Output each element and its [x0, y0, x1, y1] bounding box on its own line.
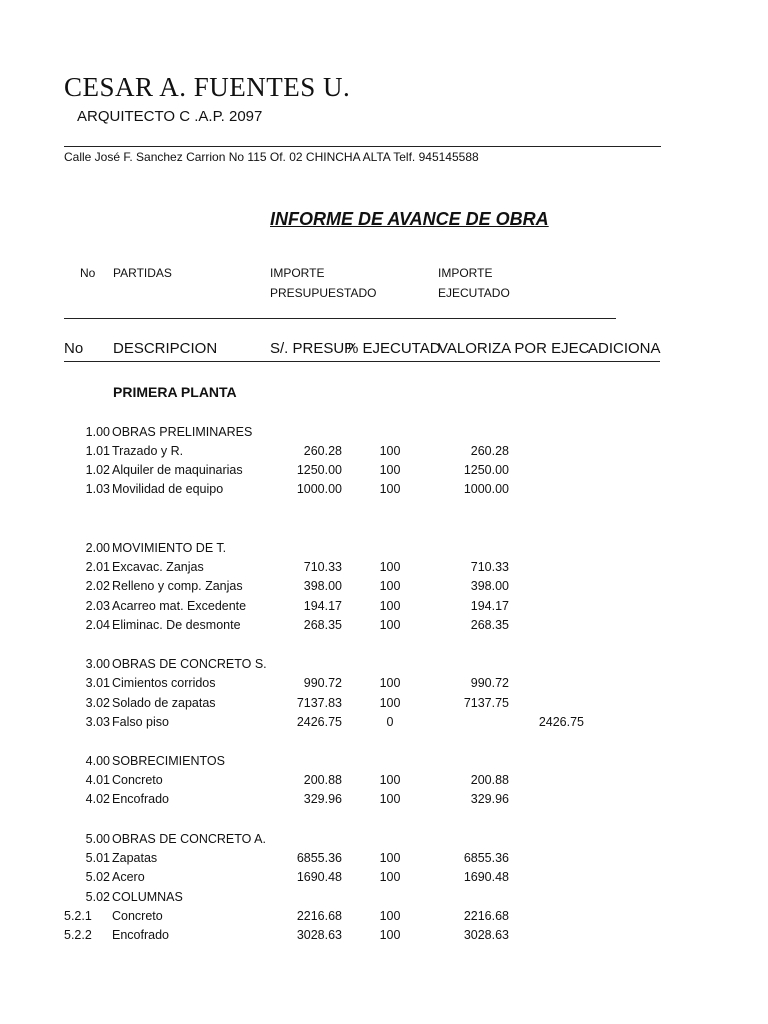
item-budget: 1000.00: [296, 482, 342, 496]
table-row: [0, 657, 768, 676]
item-number: 2.02: [85, 579, 110, 593]
architect-title: ARQUITECTO C .A.P. 2097: [77, 108, 263, 125]
item-budget: 2426.75: [296, 715, 342, 729]
item-number: 3.03: [85, 715, 110, 729]
item-budget: 6855.36: [296, 851, 342, 865]
item-valorized: 7137.75: [463, 696, 509, 710]
item-budget: 3028.63: [296, 928, 342, 942]
table-row: [0, 579, 768, 598]
item-description: Encofrado: [112, 928, 169, 942]
item-description: Encofrado: [112, 792, 169, 806]
item-description: Zapatas: [112, 851, 158, 865]
item-budget: 1250.00: [296, 463, 342, 477]
item-budget: 200.88: [303, 773, 342, 787]
item-percent-executed: 100: [379, 676, 401, 690]
item-budget: 398.00: [303, 579, 342, 593]
header-ejecutado-label: EJECUTADO: [438, 286, 510, 300]
table-row: [0, 425, 768, 444]
item-percent-executed: 100: [379, 463, 401, 477]
item-number: 5.2.1: [64, 909, 92, 923]
item-number: 3.00: [85, 657, 110, 671]
item-percent-executed: 100: [379, 909, 401, 923]
table-row: [0, 676, 768, 695]
item-valorized: 710.33: [470, 560, 509, 574]
column-header-underline: [64, 361, 660, 362]
item-number: 5.01: [85, 851, 110, 865]
table-row: [0, 754, 768, 773]
item-percent-executed: 100: [379, 482, 401, 496]
item-percent-executed: 100: [379, 579, 401, 593]
item-percent-executed: 100: [379, 792, 401, 806]
table-row: [0, 851, 768, 870]
item-valorized: 260.28: [470, 444, 509, 458]
item-percent-executed: 100: [379, 851, 401, 865]
item-number: 2.00: [85, 541, 110, 555]
item-valorized: 398.00: [470, 579, 509, 593]
item-percent-executed: 100: [379, 560, 401, 574]
table-row: [0, 599, 768, 618]
header-presupuestado-label: PRESUPUESTADO: [270, 286, 377, 300]
item-description: Relleno y comp. Zanjas: [112, 579, 243, 593]
item-valorized: 329.96: [470, 792, 509, 806]
table-row: [0, 832, 768, 851]
table-row: [0, 792, 768, 811]
item-number: 3.01: [85, 676, 110, 690]
item-number: 1.01: [85, 444, 110, 458]
table-row: [0, 870, 768, 889]
item-number: 2.04: [85, 618, 110, 632]
header-importe-label: IMPORTE: [438, 266, 493, 280]
item-number: 5.02: [85, 890, 110, 904]
architect-address: Calle José F. Sanchez Carrion No 115 Of. 02 CHINCHA ALTA Telf. 945145588: [64, 150, 479, 164]
table-row: [0, 890, 768, 909]
item-percent-executed: 100: [379, 599, 401, 613]
item-number: 3.02: [85, 696, 110, 710]
item-percent-executed: 0: [386, 715, 394, 729]
table-row: [0, 715, 768, 734]
table-row: [0, 444, 768, 463]
table-row: [0, 618, 768, 637]
item-percent-executed: 100: [379, 928, 401, 942]
report-title: INFORME DE AVANCE DE OBRA: [270, 209, 549, 229]
item-number: 4.02: [85, 792, 110, 806]
item-description: MOVIMIENTO DE T.: [112, 541, 227, 555]
item-budget: 260.28: [303, 444, 342, 458]
item-valorized: 2216.68: [463, 909, 509, 923]
item-number: 5.02: [85, 870, 110, 884]
architect-name: CESAR A. FUENTES U.: [64, 72, 351, 102]
item-number: 1.03: [85, 482, 110, 496]
table-row: [0, 482, 768, 501]
item-description: OBRAS DE CONCRETO S.: [112, 657, 267, 671]
item-description: Solado de zapatas: [112, 696, 216, 710]
item-description: COLUMNAS: [112, 890, 183, 904]
letterhead-divider: [64, 146, 661, 147]
item-additional: 2426.75: [538, 715, 584, 729]
item-description: SOBRECIMIENTOS: [112, 754, 225, 768]
item-description: Concreto: [112, 773, 163, 787]
item-number: 5.00: [85, 832, 110, 846]
item-valorized: 200.88: [470, 773, 509, 787]
item-number: 4.00: [85, 754, 110, 768]
column-descripcion: DESCRIPCION: [113, 340, 218, 357]
header-no: No: [80, 266, 96, 280]
item-number: 5.2.2: [64, 928, 92, 942]
item-valorized: 268.35: [470, 618, 509, 632]
item-budget: 710.33: [303, 560, 342, 574]
section-heading: PRIMERA PLANTA: [113, 384, 237, 400]
item-description: Acarreo mat. Excedente: [112, 599, 247, 613]
item-budget: 7137.83: [296, 696, 342, 710]
item-description: Excavac. Zanjas: [112, 560, 204, 574]
item-valorized: 1250.00: [463, 463, 509, 477]
item-budget: 2216.68: [296, 909, 342, 923]
item-percent-executed: 100: [379, 773, 401, 787]
item-valorized: 3028.63: [463, 928, 509, 942]
item-number: 1.00: [85, 425, 110, 439]
header-importe-label: IMPORTE: [270, 266, 325, 280]
item-percent-executed: 100: [379, 618, 401, 632]
item-percent-executed: 100: [379, 444, 401, 458]
item-budget: 268.35: [303, 618, 342, 632]
item-description: Movilidad de equipo: [112, 482, 224, 496]
item-valorized: 1000.00: [463, 482, 509, 496]
item-description: Cimientos corridos: [112, 676, 216, 690]
item-valorized: 990.72: [470, 676, 509, 690]
item-description: Eliminac. De desmonte: [112, 618, 241, 632]
table-row: [0, 696, 768, 715]
table-row: [0, 909, 768, 928]
header-importe-ejecutado: [438, 263, 510, 303]
item-number: 4.01: [85, 773, 110, 787]
header-partidas: PARTIDAS: [113, 266, 172, 280]
item-percent-executed: 100: [379, 870, 401, 884]
item-valorized: 194.17: [470, 599, 509, 613]
table-row: [0, 463, 768, 482]
item-budget: 1690.48: [296, 870, 342, 884]
column-porcentaje: % EJECUTAD: [345, 340, 441, 357]
item-percent-executed: 100: [379, 696, 401, 710]
item-description: Trazado y R.: [112, 444, 184, 458]
item-number: 1.02: [85, 463, 110, 477]
item-number: 2.01: [85, 560, 110, 574]
item-description: Concreto: [112, 909, 163, 923]
item-description: Falso piso: [112, 715, 169, 729]
table-row: [0, 773, 768, 792]
item-valorized: 1690.48: [463, 870, 509, 884]
item-description: Alquiler de maquinarias: [112, 463, 243, 477]
header-importe-presupuestado: [270, 263, 376, 303]
item-description: Acero: [112, 870, 145, 884]
column-presupuesto: S/. PRESUP: [270, 340, 355, 357]
column-valorizado: VALORIZA POR EJEC: [438, 340, 590, 357]
table-row: [0, 541, 768, 560]
table-row: [0, 560, 768, 579]
item-valorized: 6855.36: [463, 851, 509, 865]
item-budget: 990.72: [303, 676, 342, 690]
item-budget: 329.96: [303, 792, 342, 806]
item-description: OBRAS PRELIMINARES: [112, 425, 253, 439]
item-number: 2.03: [85, 599, 110, 613]
item-budget: 194.17: [303, 599, 342, 613]
header-divider: [64, 318, 616, 319]
item-description: OBRAS DE CONCRETO A.: [112, 832, 266, 846]
column-adicional: ADICIONA: [588, 340, 661, 357]
column-no: No: [64, 340, 84, 357]
table-row: [0, 928, 768, 947]
